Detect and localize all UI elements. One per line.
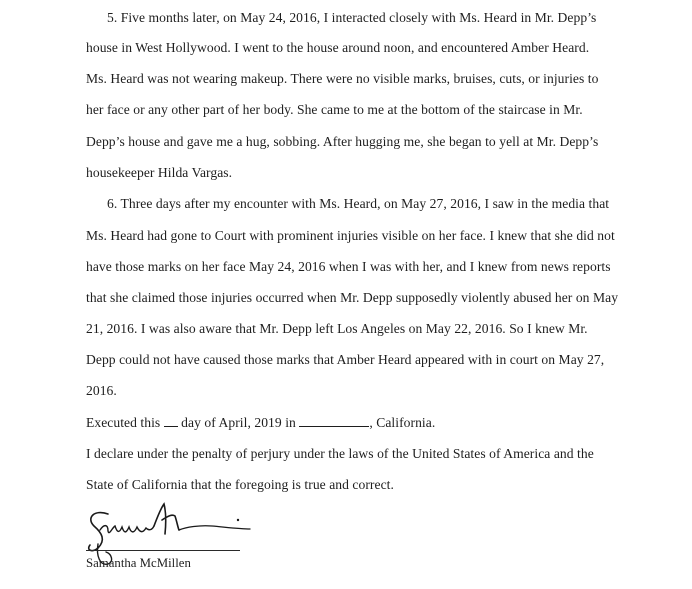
executed-text-3: , California. bbox=[369, 415, 436, 430]
paragraph-5-line-1: 5. Five months later, on May 24, 2016, I interacted closely with Ms. Heard in Mr. Depp’s bbox=[107, 10, 597, 25]
paragraph-5-line-5: Depp’s house and gave me a hug, sobbing. After hugging me, she began to yell at Mr. Depp’s bbox=[86, 134, 599, 149]
city-blank bbox=[299, 415, 369, 427]
paragraph-6-line-6: Depp could not have caused those marks that Amber Heard appeared with in court on May 27, bbox=[86, 352, 605, 367]
paragraph-5-line-6: housekeeper Hilda Vargas. bbox=[86, 165, 233, 180]
paragraph-6-line-5: 21, 2016. I was also aware that Mr. Depp left Los Angeles on May 22, 2016. So I knew Mr. bbox=[86, 321, 588, 336]
paragraph-6-line-3: have those marks on her face May 24, 2016 when I was with her, and I knew from news reports bbox=[86, 259, 611, 274]
penalty-line-1: I declare under the penalty of perjury under the laws of the United States of America and the bbox=[86, 446, 594, 461]
executed-text-2: day of April, 2019 in bbox=[177, 415, 300, 430]
paragraph-6-line-1: 6. Three days after my encounter with Ms. Heard, on May 27, 2016, I saw in the media that bbox=[107, 196, 610, 211]
executed-text-1: Executed this bbox=[86, 415, 164, 430]
executed-line bbox=[86, 415, 435, 431]
paragraph-5-line-2: house in West Hollywood. I went to the house around noon, and encountered Amber Heard. bbox=[86, 40, 590, 55]
paragraph-5-line-4: her face or any other part of her body. She came to me at the bottom of the staircase in Mr. bbox=[86, 102, 583, 117]
paragraph-6-line-7: 2016. bbox=[86, 383, 117, 398]
paragraph-6-line-4: that she claimed those injuries occurred when Mr. Depp supposedly violently abused her on May bbox=[86, 290, 619, 305]
penalty-line-2: State of California that the foregoing is true and correct. bbox=[86, 477, 394, 492]
signer-name: Samantha McMillen bbox=[86, 556, 191, 570]
signature-line bbox=[86, 550, 240, 551]
paragraph-6-line-2: Ms. Heard had gone to Court with prominent injuries visible on her face. I knew that she did not bbox=[86, 228, 615, 243]
paragraph-5-line-3: Ms. Heard was not wearing makeup. There were no visible marks, bruises, cuts, or injuries to bbox=[86, 71, 599, 86]
day-blank bbox=[164, 415, 178, 427]
